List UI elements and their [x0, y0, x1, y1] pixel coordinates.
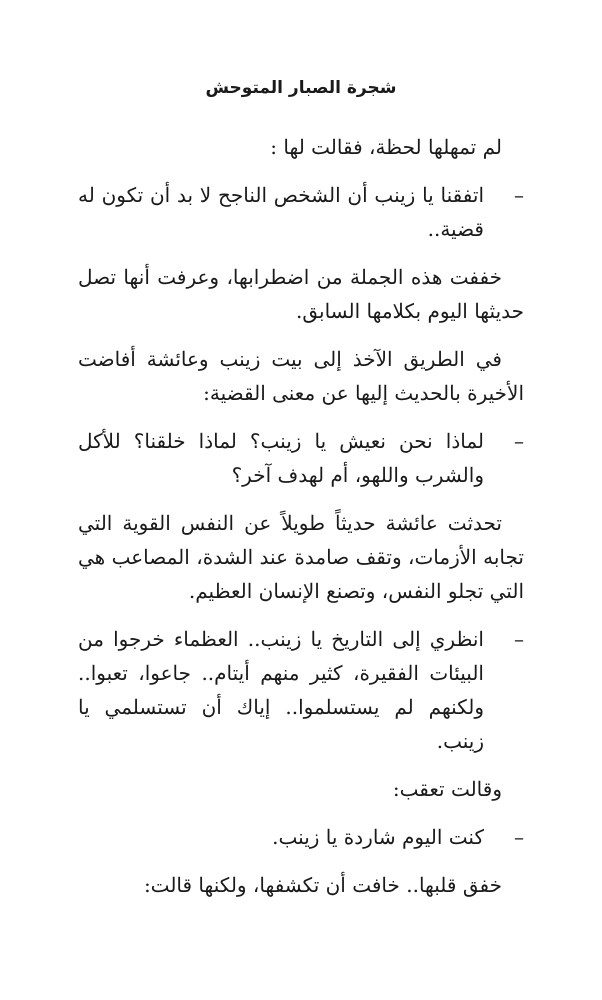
dialogue-dash: –: [514, 627, 524, 651]
dialogue-line: [78, 820, 524, 854]
paragraph: خففت هذه الجملة من اضطرابها، وعرفت أنها تصل حديثها اليوم بكلامها السابق.: [78, 265, 524, 323]
paragraph: لم تمهلها لحظة، فقالت لها :: [270, 135, 502, 159]
body-text: [78, 130, 524, 916]
dialogue-dash: –: [514, 825, 524, 849]
paragraph: خفق قلبها.. خافت أن تكشفها، ولكنها قالت:: [143, 873, 502, 897]
paragraph: تحدثت عائشة حديثاً طويلاً عن النفس القوية التي تجابه الأزمات، وتقف صامدة عند الشدة، المصاعب هي التي تجلو النفس، وتصنع الإنسان العظيم.: [78, 511, 524, 603]
dialogue-text: اتفقنا يا زينب أن الشخص الناجح لا بد أن تكون له قضية..: [78, 183, 484, 241]
paragraph: في الطريق الآخذ إلى بيت زينب وعائشة أفاضت الأخيرة بالحديث إليها عن معنى القضية:: [78, 347, 524, 405]
dialogue-dash: –: [514, 429, 524, 453]
dialogue-line: [78, 178, 524, 246]
paragraph: وقالت تعقب:: [392, 777, 502, 801]
running-header: شجرة الصبار المتوحش: [205, 78, 397, 98]
dialogue-line: [78, 424, 524, 492]
dialogue-text: انظري إلى التاريخ يا زينب.. العظماء خرجوا من البيئات الفقيرة، كثير منهم أيتام.. جاعوا، تعبوا.. ولكنهم لم يستسلموا.. إياك أن تستسلمي يا زينب.: [78, 627, 484, 753]
dialogue-line: [78, 622, 524, 758]
dialogue-dash: –: [514, 183, 524, 207]
dialogue-text: لماذا نحن نعيش يا زينب؟ لماذا خلقنا؟ للأكل والشرب واللهو، أم لهدف آخر؟: [78, 429, 484, 487]
dialogue-text: كنت اليوم شاردة يا زينب.: [272, 825, 484, 849]
